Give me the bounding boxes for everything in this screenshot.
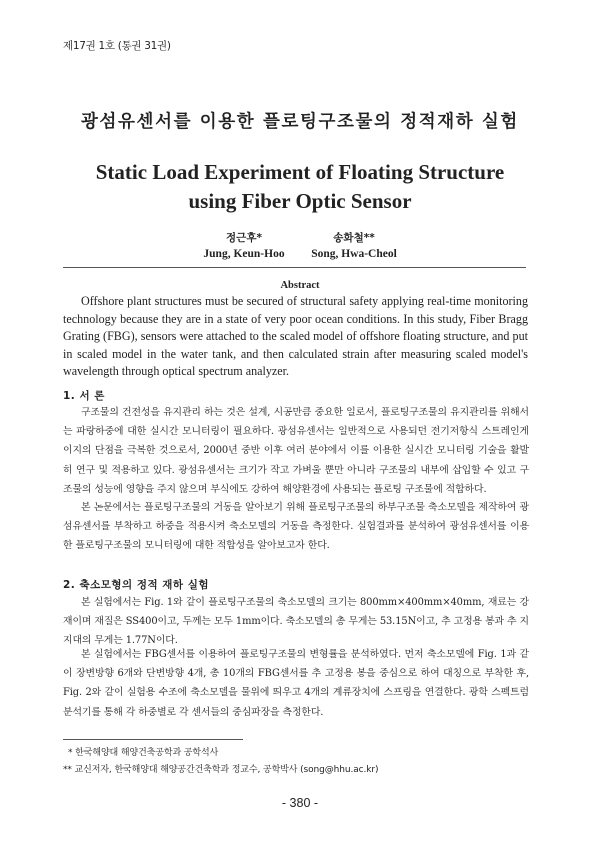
title-divider (63, 267, 526, 268)
section-1-paragraph-1: 구조물의 건전성을 유지관리 하는 것은 설계, 시공만큼 중요한 일로서, 플로팅구조물의 유지관리를 위해서는 파랑하중에 대한 실시간 모니터링이 필요하다. 광섬유센서는 일반적으로 사용되던 전기저항식 스트레인게이지의 단점을 극복한 것으로서, 2000년 중반 이후 여러 분야에서 이를 이용한 실시간 모니터링 기술을 활발히 연구 및 적용하고 있다. 광섬유센서는 크기가 작고 가벼울 뿐만 아니라 구조물의 내부에 삽입할 수 있고 구조물의 성능에 영향을 주지 않으며 부식에도 강하여 해양환경에 사용되는 플로팅 구조물에 적합하다. (63, 407, 529, 495)
footnote-divider (63, 739, 243, 740)
abstract-body: Offshore plant structures must be secured of structural safety applying real-time monitoring technology because they are in a state of very poor ocean conditions. In this study, Fiber Bragg Grating (FBG), sensors were attached to the scaled model of offshore floating structure, and put in scaled model in the water tank, and then calculated strain after measuring scaled model's wavelength through optical spectrum analyzer. (63, 294, 528, 379)
author-1-name-en: Jung, Keun-Hoo (203, 248, 285, 260)
english-title-line-1: Static Load Experiment of Floating Structure (95, 160, 505, 184)
author-2 (274, 230, 434, 260)
english-title-line-2: using Fiber Optic Sensor (188, 189, 412, 213)
author-1-name-ko: 정근후* (226, 232, 262, 244)
journal-header: 제17권 1호 (통권 31권) (63, 40, 171, 52)
abstract-heading: Abstract (280, 280, 320, 291)
footnote-2: ** 교신저자, 한국해양대 해양공간건축학과 정교수, 공학박사 (song@hhu.ac.kr) (63, 765, 379, 775)
section-2-paragraph-1: 본 실험에서는 Fig. 1와 같이 플로팅구조물의 축소모델의 크기는 800mm×400mm×40mm, 재료는 강재이며 재질은 SS400이고, 두께는 모두 1mm이다. 축소모델의 총 무게는 53.15N이고, 추 고정용 봉과 추 지지대의 무게는 1.77N이다. (63, 597, 529, 647)
korean-title: 광섬유센서를 이용한 플로팅구조물의 정적재하 실험 (81, 112, 519, 132)
author-2-name-ko: 송화철** (333, 232, 375, 244)
footnote-1: * 한국해양대 해양건축공학과 공학석사 (68, 748, 219, 758)
section-1-paragraph-2: 본 논문에서는 플로팅구조물의 거동을 알아보기 위해 플로팅구조물의 하부구조물 축소모델을 제작하여 광섬유센서를 부착하고 하중을 적용시켜 축소모델의 거동을 측정한다. 실험결과를 분석하여 광섬유센서를 이용한 플로팅구조물의 모니터링에 대한 적합성을 알아보고자 한다. (63, 502, 529, 552)
page-number: - 380 - (281, 796, 319, 810)
section-2-paragraph-2: 본 실험에서는 FBG센서를 이용하여 플로팅구조물의 변형률을 분석하였다. 먼저 축소모델에 Fig. 1과 같이 장변방향 6개와 단변방향 4개, 총 10개의 FBG센서를 추 고정용 봉을 중심으로 하여 대칭으로 부착한 후, Fig. 2와 같이 실험용 수조에 축소모델을 물위에 띄우고 4개의 계류장치에 스프링을 연결한다. 광학 스펙트럼 분석기를 통해 각 하중별로 각 센서들의 중심파장을 측정한다. (63, 649, 529, 718)
section-2-heading: 2. 축소모형의 정적 재하 실험 (63, 579, 209, 591)
english-title (0, 158, 600, 216)
section-1-heading: 1. 서 론 (63, 390, 105, 402)
author-2-name-en: Song, Hwa-Cheol (311, 248, 397, 260)
